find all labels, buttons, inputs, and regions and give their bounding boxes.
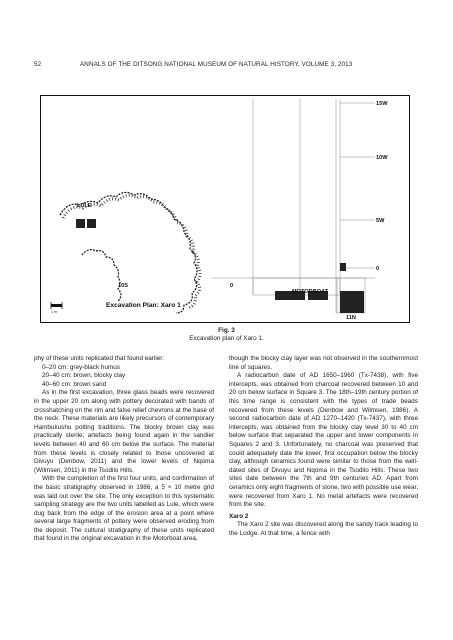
grid-label-0: 0: [376, 266, 380, 272]
left-column: [34, 355, 214, 544]
stratigraphy-item: 20–40 cm: brown, blocky clay: [42, 372, 126, 380]
grid-label-15w: 15W: [376, 101, 388, 107]
site-label-motorboat: MOTORBOAT: [292, 289, 329, 295]
page-number: 52: [34, 61, 42, 68]
left-intro: phy of these units replicated that found earlier:: [34, 355, 165, 362]
stratigraphy-list: [34, 364, 214, 390]
stratigraphy-item: 40–60 cm: brown sand: [42, 380, 107, 388]
grid-label-10w: 10W: [376, 155, 388, 161]
figure-frame: [41, 96, 410, 323]
left-paragraph-2: With the completion of the first four units, and confirmation of the basic stratigraphy observed in 1986, a 5 × 10 metre grid was laid out over the site. The only exception to this systematic sampling strategy are the two units labelled as Lule, which were dug back from the edge of the erosion area at a point where several large fragments of pottery were observed eroding from the deposit. The cultural stratigraphy of these units replicated that found in the original excavation in the Motorboat area,: [34, 475, 214, 543]
grid-label-11n: 11N: [346, 315, 356, 321]
excavation-plan-figure: [40, 95, 410, 323]
stratigraphy-item: 0–20 cm: grey-black humus: [42, 363, 120, 371]
figure-number: Fig. 3: [218, 327, 235, 334]
plan-title: Excavation Plan: Xaro 1: [106, 302, 181, 309]
right-column: [229, 355, 418, 538]
grid-label-5w: 5W: [376, 218, 385, 224]
scale-label: 1 m: [51, 310, 57, 314]
right-paragraph-2: A radiocarbon date of AD 1650–1960 (Tx-7438), with five intercepts, was obtained from charcoal recovered between 10 and 20 cm below surface in Square 3. The 18th–19th century portion of this time range is consistent with the types of trade beads recovered from these levels (Denbow and Wilmsen, 1986). A second radiocarbon date of AD 1270–1420 (Tx-7437), with three intercepts, was obtained from the blocky clay level 30 to 40 cm below surface that separated the upper and lower components in Squares 2 and 3. Unfortunately, no charcoal was preserved that could adequately date the lower, first occupation below the blocky clay, although ceramics found were similar to those from the well-dated sites of Divuyu and Nqoma in the Tsodilo Hills. These two sites date between the 7th and 9th centuries AD. Apart from ceramics only eight fragments of stone, two with possible use wear, were recovered from Xaro 1. No metal artefacts were recovered from the site.: [229, 372, 418, 509]
grid-label-0-bottom: 0: [230, 283, 234, 289]
section-heading-xaro-2: Xaro 2: [229, 512, 249, 520]
excavation-plan-map: [40, 95, 410, 323]
grid-label-10s: 10S: [118, 283, 128, 289]
site-label-lule: LULE: [77, 203, 92, 209]
left-paragraph-1: As in the first excavation, three glass beads were recovered in the upper 20 cm along with pottery decorated with bands of crosshatching on the rim and false relief chevrons at the base of the neck. These materials are likely precursors of contemporary Hambukushu potting traditions. The blocky brown clay was practically sterile; artefacts being found again in the sandier levels between 40 and 60 cm below the surface. The material from these levels is closely related to those uncovered at Divuyu (Denbow, 2011) and the lower levels of Nqoma (Wilmsen, 2011) in the Tsodilo Hills.: [34, 389, 214, 474]
right-paragraph-1: though the blocky clay layer was not observed in the southernmost line of squares.: [229, 355, 418, 371]
running-title: ANNALS OF THE DITSONG NATIONAL MUSEUM OF NATURAL HISTORY, VOLUME 3, 2013: [80, 61, 353, 68]
right-paragraph-3: The Xaro 2 site was discovered along the sandy track leading to the Lodge. At that time, a fence with: [229, 521, 418, 537]
figure-caption: [0, 327, 453, 343]
figure-caption-text: Excavation plan of Xaro 1.: [189, 335, 264, 343]
